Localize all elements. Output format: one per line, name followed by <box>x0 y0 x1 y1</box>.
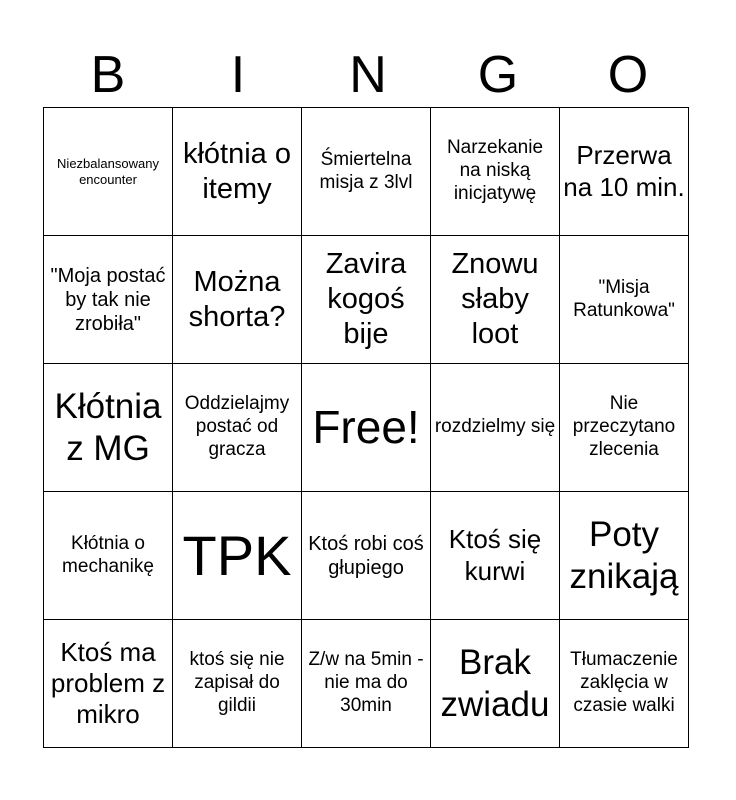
bingo-cell[interactable]: "Moja postać by tak nie zrobiła" <box>44 236 173 364</box>
bingo-cell[interactable]: Z/w na 5min - nie ma do 30min <box>302 620 431 748</box>
bingo-cell[interactable]: kłótnia o itemy <box>173 108 302 236</box>
bingo-cell[interactable]: Ktoś się kurwi <box>431 492 560 620</box>
header-letter-g: G <box>477 46 519 104</box>
bingo-cell[interactable]: Poty znikają <box>560 492 689 620</box>
bingo-cell[interactable]: Można shorta? <box>173 236 302 364</box>
bingo-cell[interactable]: TPK <box>173 492 302 620</box>
bingo-cell[interactable]: Ktoś ma problem z mikro <box>44 620 173 748</box>
grid-row <box>44 108 689 236</box>
header-letter-o: O <box>607 46 649 104</box>
free-cell[interactable]: Free! <box>302 364 431 492</box>
bingo-cell[interactable]: rozdzielmy się <box>431 364 560 492</box>
bingo-cell[interactable]: Przerwa na 10 min. <box>560 108 689 236</box>
bingo-header <box>43 44 693 106</box>
bingo-cell[interactable]: Brak zwiadu <box>431 620 560 748</box>
bingo-cell[interactable]: Kłótnia z MG <box>44 364 173 492</box>
bingo-cell[interactable]: Znowu słaby loot <box>431 236 560 364</box>
header-letter-n: N <box>349 46 387 104</box>
bingo-cell[interactable]: Nie przeczytano zlecenia <box>560 364 689 492</box>
bingo-grid <box>43 107 689 748</box>
grid-row <box>44 620 689 748</box>
bingo-cell[interactable]: Oddzielajmy postać od gracza <box>173 364 302 492</box>
bingo-cell[interactable]: Ktoś robi coś głupiego <box>302 492 431 620</box>
bingo-cell[interactable]: Zavira kogoś bije <box>302 236 431 364</box>
bingo-cell[interactable]: Narzekanie na niską inicjatywę <box>431 108 560 236</box>
bingo-cell[interactable]: Tłumaczenie zaklęcia w czasie walki <box>560 620 689 748</box>
header-letter-i: I <box>230 46 246 104</box>
bingo-cell[interactable]: "Misja Ratunkowa" <box>560 236 689 364</box>
bingo-cell[interactable]: Śmiertelna misja z 3lvl <box>302 108 431 236</box>
header-letter-b: B <box>90 46 126 104</box>
grid-row <box>44 236 689 364</box>
bingo-cell[interactable]: Niezbalansowany encounter <box>44 108 173 236</box>
bingo-cell[interactable]: ktoś się nie zapisał do gildii <box>173 620 302 748</box>
grid-row <box>44 492 689 620</box>
bingo-cell[interactable]: Kłótnia o mechanikę <box>44 492 173 620</box>
grid-row <box>44 364 689 492</box>
